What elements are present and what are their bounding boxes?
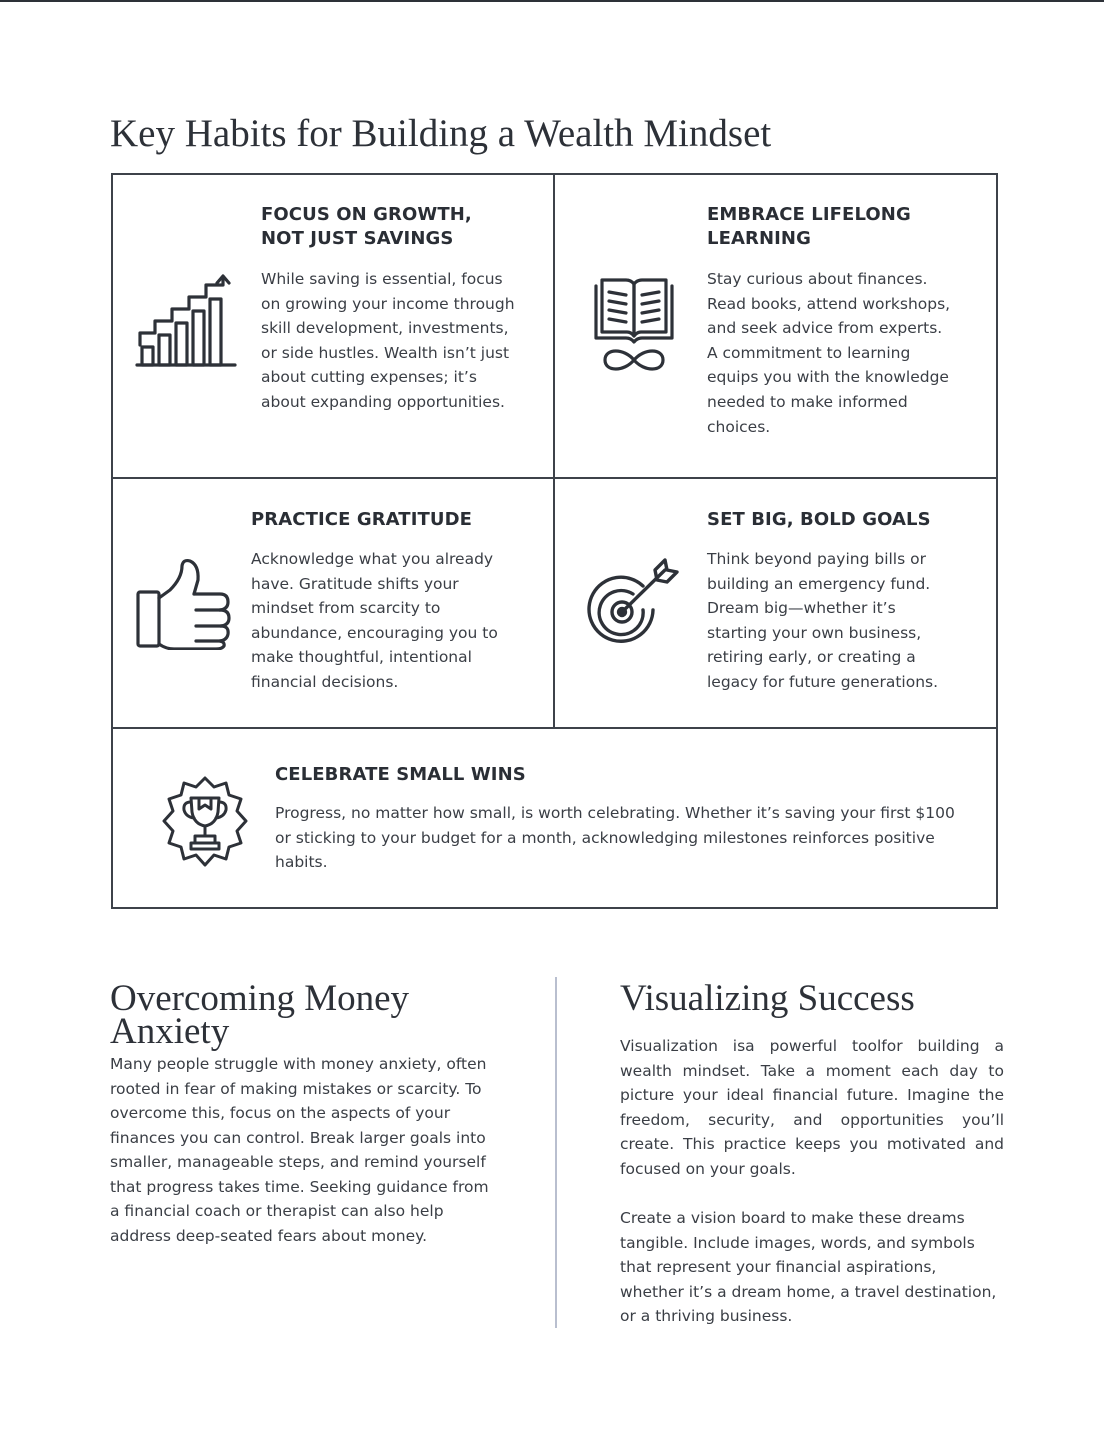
habit-title: PRACTICE GRATITUDE (251, 509, 473, 530)
book-infinity-icon (591, 272, 677, 378)
habit-text: Progress, no matter how small, is worth celebrating. Whether it’s saving your first $100 or sticking to your budget for a month, acknowledging milestones reinforces positive habits. (275, 804, 955, 872)
growth-chart-icon (135, 273, 239, 369)
anxiety-title-line1: Overcoming Money (110, 978, 410, 1019)
habit-text: Acknowledge what you already have. Gratitude shifts your mindset from scarcity to abundance, encouraging you to make thoughtful, intentional financial decisions. (251, 550, 498, 691)
visualizing-paragraph-1: Visualization isa powerful toolfor building a wealth mindset. Take a moment each day to picture your ideal financial future. Imagine the freedom, security, and opportunities you’ll create. This practice keeps you motivated and focused on your goals. (620, 1037, 1004, 1178)
anxiety-title-line2: Anxiety (110, 1011, 230, 1052)
habit-title: CELEBRATE SMALL WINS (275, 764, 526, 785)
habit-title: FOCUS ON GROWTH, (261, 204, 472, 225)
thumbs-up-icon (136, 558, 234, 650)
habit-text: While saving is essential, focus on growing your income through skill development, investments, or side hustles. Wealth isn’t just about cutting expenses; it’s about expanding opportunities. (261, 270, 515, 411)
visualizing-paragraph-2: Create a vision board to make these dreams tangible. Include images, words, and symbols that represent your financial aspirations, whether it’s a dream home, a travel destination, or a thriving business. (620, 1209, 997, 1325)
grid-divider-row2 (111, 727, 998, 729)
trophy-badge-icon (159, 776, 251, 868)
habit-title-line2: NOT JUST SAVINGS (261, 228, 454, 249)
habit-title: EMBRACE LIFELONG (707, 204, 911, 225)
grid-divider-row1 (111, 477, 998, 479)
column-divider (555, 977, 557, 1328)
habit-title-line2: LEARNING (707, 228, 811, 249)
habit-text: Stay curious about finances. Read books, attend workshops, and seek advice from experts. A commitment to learning equips you with the knowledge needed to make informed choices. (707, 270, 951, 436)
habits-grid (111, 173, 998, 909)
anxiety-title (110, 978, 410, 1052)
habit-title: SET BIG, BOLD GOALS (707, 509, 931, 530)
visualizing-title: Visualizing Success (620, 978, 915, 1019)
top-rule (0, 0, 1104, 2)
target-icon (587, 556, 683, 650)
page-title: Key Habits for Building a Wealth Mindset (110, 112, 772, 155)
anxiety-text: Many people struggle with money anxiety, often rooted in fear of making mistakes or scarcity. To overcome this, focus on the aspects of your finances you can control. Break larger goals into smaller, manageable steps, and remind yourself that progress takes time. Seeking guidance from a financial coach or therapist can also help address deep-seated fears about money. (110, 1055, 489, 1245)
habit-text: Think beyond paying bills or building an emergency fund. Dream big—whether it’s starting your own business, retiring early, or creating a legacy for future generations. (707, 550, 939, 691)
grid-divider-vertical (553, 173, 555, 729)
